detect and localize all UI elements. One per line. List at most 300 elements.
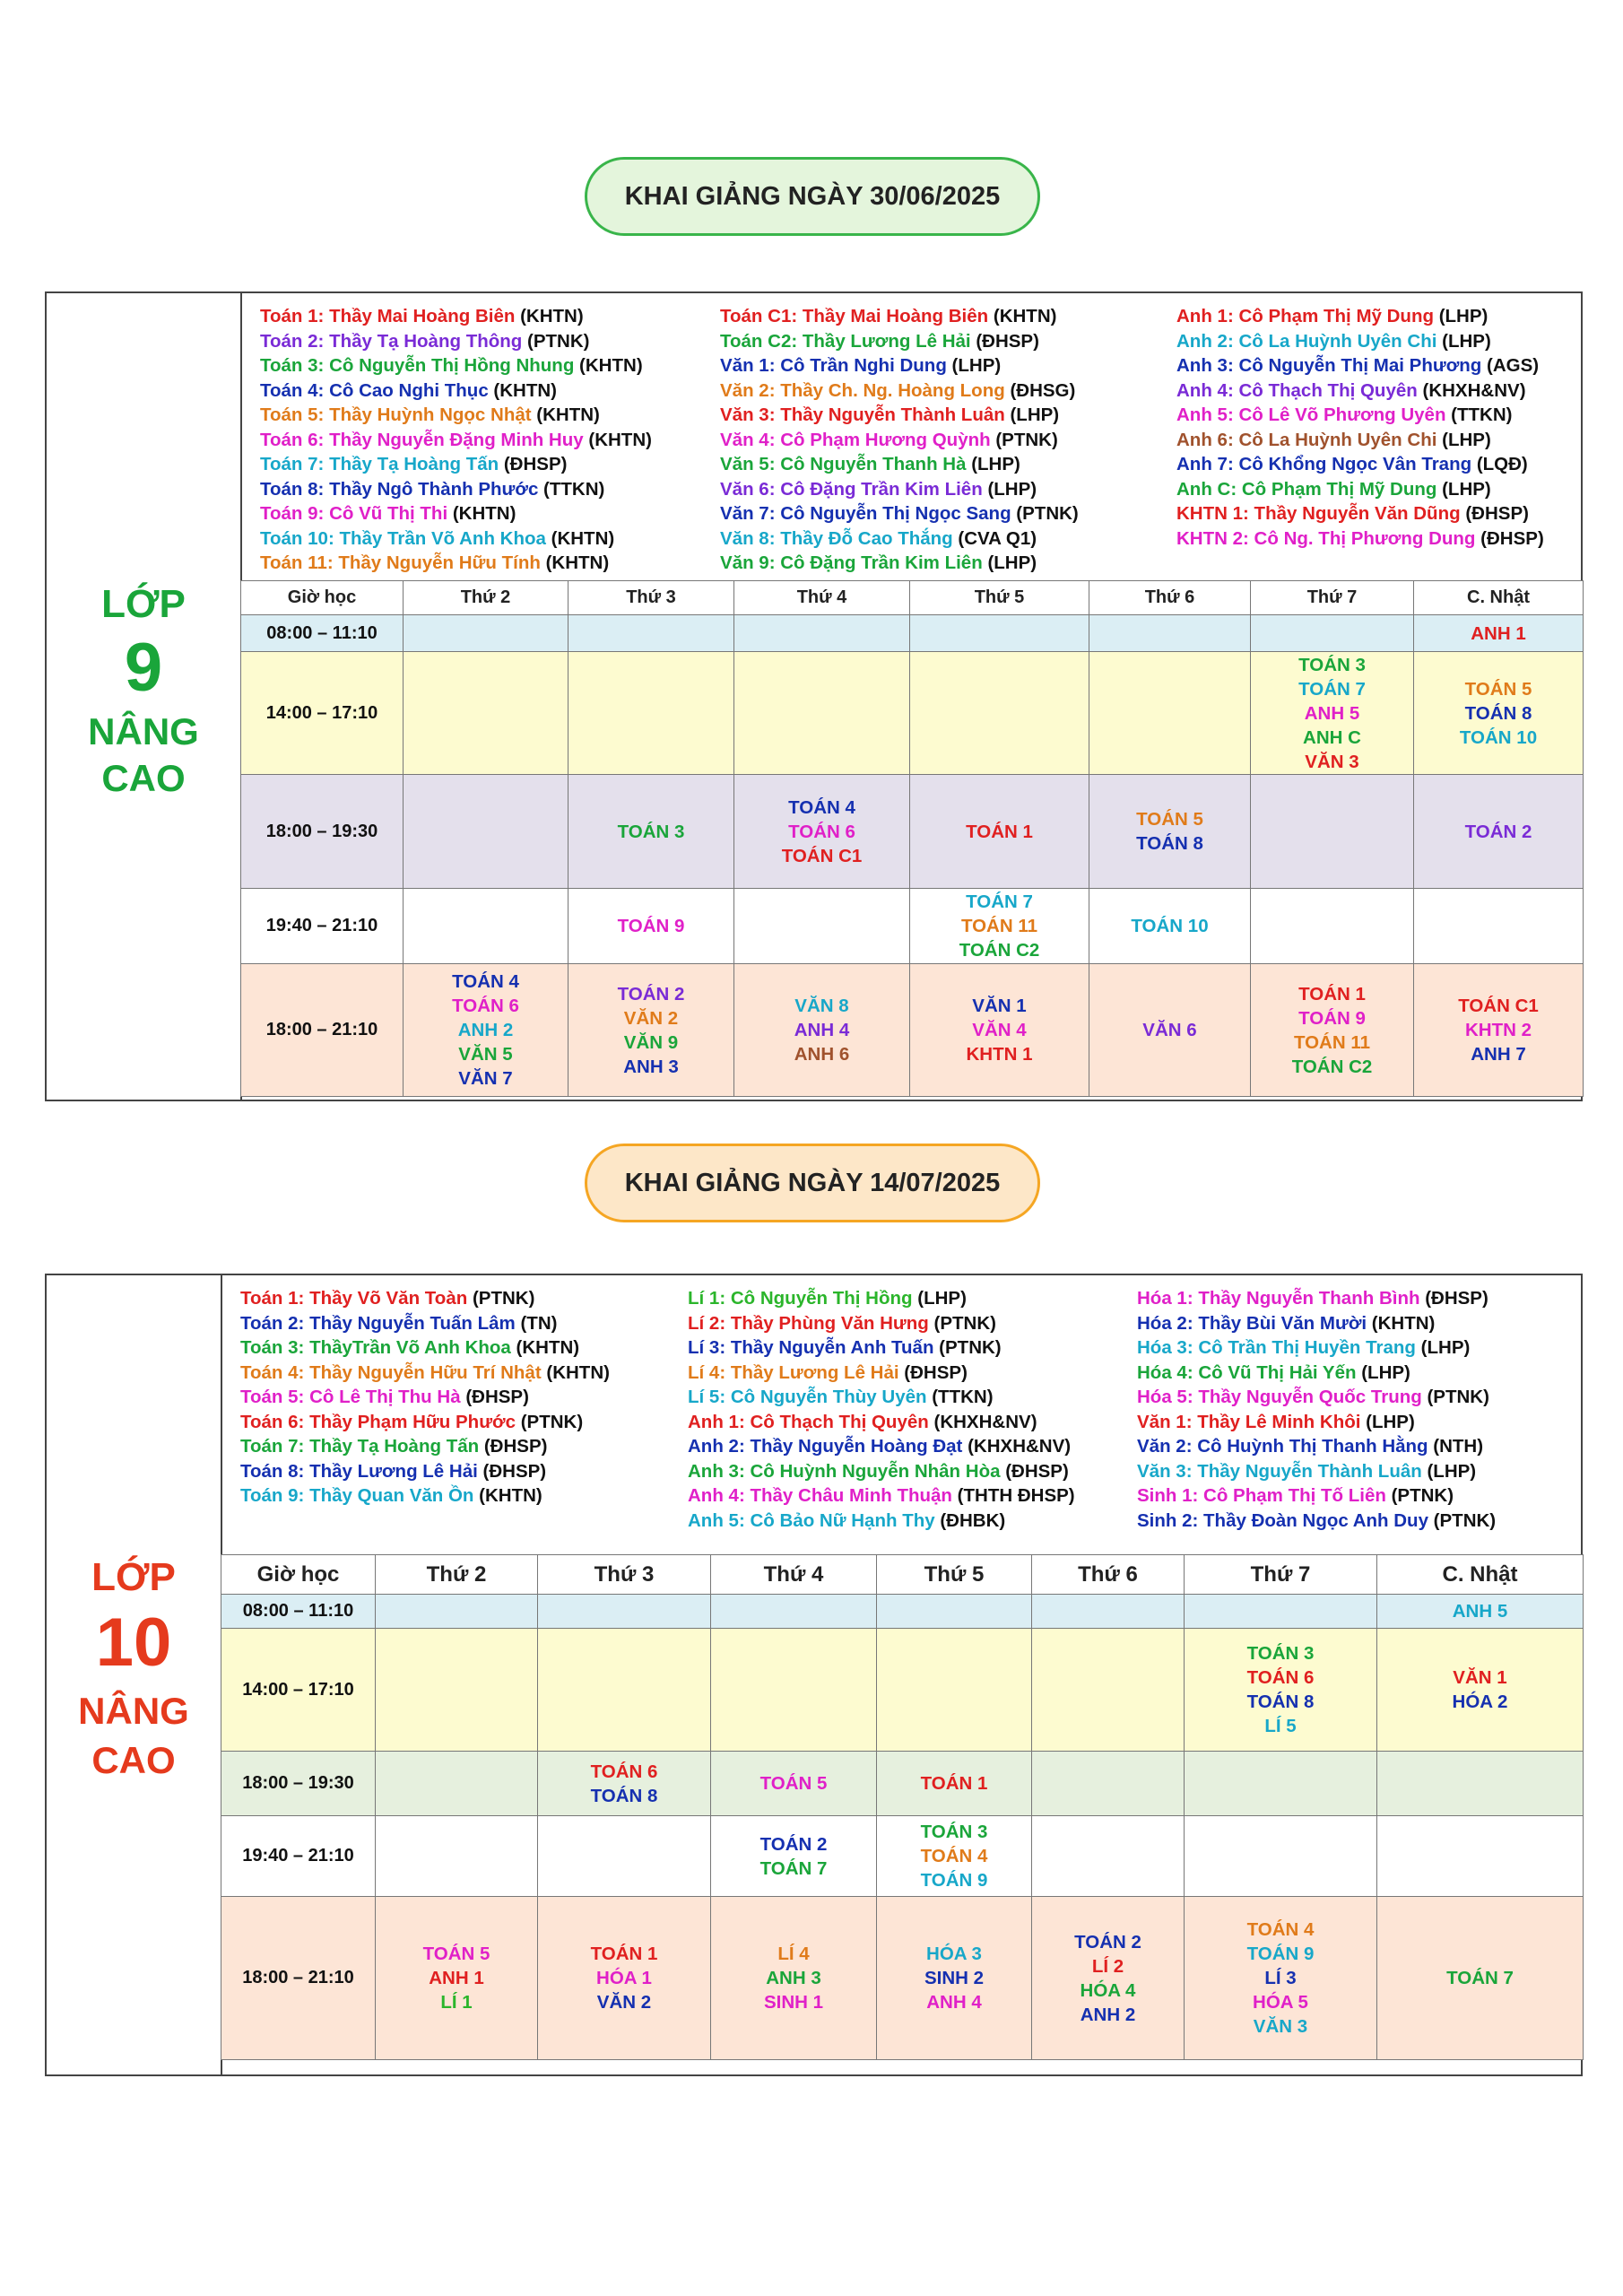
timetable-cell — [376, 1752, 538, 1816]
class-entry: ANH 3 — [766, 1968, 821, 1988]
timetable-cell — [711, 1816, 877, 1897]
teacher-name: Toán C1: Thầy Mai Hoàng Biên — [720, 306, 989, 326]
class-entry: ANH 6 — [794, 1044, 850, 1065]
teacher-entry — [260, 452, 652, 477]
class-entry: ANH 7 — [1471, 1044, 1526, 1065]
grade-label-number: 9 — [124, 630, 163, 706]
teacher-name: Toán 3: Cô Nguyễn Thị Hồng Nhung — [260, 355, 575, 376]
teacher-school: (LHP) — [1356, 1361, 1410, 1383]
teacher-school: (TTKN) — [1445, 404, 1513, 425]
class-entry: TOÁN 1 — [590, 1944, 658, 1964]
teacher-entry — [720, 304, 1079, 329]
class-entry: HÓA 3 — [926, 1944, 982, 1964]
teacher-name: Toán 1: Thầy Mai Hoàng Biên — [260, 306, 516, 326]
timetable-cell — [376, 1897, 538, 2060]
column-header: Thứ 7 — [1185, 1555, 1377, 1595]
teacher-name: Toán 6: Thầy Phạm Hữu Phước — [240, 1411, 516, 1432]
teacher-name: Toán 8: Thầy Ngô Thành Phước — [260, 478, 539, 500]
timetable-cell — [404, 964, 568, 1097]
time-slot: 14:00 – 17:10 — [241, 652, 404, 775]
timetable-cell — [404, 889, 568, 964]
teacher-entry — [1137, 1385, 1496, 1410]
timetable-cell — [877, 1752, 1032, 1816]
teacher-entry — [240, 1459, 610, 1484]
column-header: Thứ 3 — [568, 581, 734, 615]
teacher-school: (KHXH&NV) — [962, 1436, 1072, 1457]
timetable-cell — [734, 615, 910, 652]
class-entry: TOÁN 1 — [966, 821, 1033, 842]
class-entry: TOÁN 5 — [422, 1944, 490, 1964]
timetable-cell — [734, 889, 910, 964]
teacher-name: Lí 1: Cô Nguyễn Thị Hồng — [688, 1288, 913, 1309]
timetable-cell — [1414, 652, 1584, 775]
class-entry: TOÁN 2 — [1074, 1931, 1141, 1952]
grade-label-lop: LỚP — [101, 582, 186, 626]
column-header: Thứ 5 — [910, 581, 1089, 615]
grade-label-number: 10 — [95, 1605, 172, 1681]
timetable-cell — [538, 1816, 711, 1897]
timetable-cell — [1032, 1595, 1185, 1629]
class-entry: TOÁN C2 — [959, 940, 1040, 961]
grade-label-nang: NÂNG — [78, 1690, 189, 1732]
timetable-cell — [1032, 1897, 1185, 2060]
grade-9-timetable — [240, 580, 1584, 1097]
class-entry: VĂN 3 — [1253, 2016, 1308, 2037]
timetable-cell — [538, 1595, 711, 1629]
teacher-entry — [688, 1459, 1075, 1484]
teacher-column — [1176, 304, 1544, 551]
timetable-cell — [1251, 775, 1414, 889]
teacher-name: Toán 2: Thầy Nguyễn Tuấn Lâm — [240, 1312, 516, 1334]
timetable-cell — [1089, 964, 1251, 1097]
timetable-row — [241, 652, 1584, 775]
class-entry: TOÁN 2 — [759, 1833, 828, 1855]
class-entry: LÍ 2 — [1091, 1955, 1124, 1977]
class-entry: VĂN 9 — [623, 1031, 679, 1053]
timetable-cell — [1089, 889, 1251, 964]
timetable-cell — [538, 1897, 711, 2060]
teacher-entry — [1137, 1410, 1496, 1435]
timetable-cell — [1251, 615, 1414, 652]
class-entry: TOÁN C1 — [1458, 996, 1539, 1016]
timetable-cell — [1377, 1897, 1584, 2060]
class-entry: VĂN 2 — [623, 1007, 679, 1029]
teacher-entry — [260, 501, 652, 526]
class-entry: LÍ 5 — [1264, 1716, 1297, 1736]
time-slot: 18:00 – 19:30 — [241, 775, 404, 889]
teacher-entry — [1176, 526, 1544, 552]
teacher-name: Văn 7: Cô Nguyễn Thị Ngọc Sang — [720, 503, 1011, 524]
timetable-cell — [1185, 1897, 1377, 2060]
timetable-row — [241, 615, 1584, 652]
teacher-entry — [240, 1483, 610, 1509]
class-entry: TOÁN 4 — [452, 971, 519, 992]
timetable-cell — [734, 964, 910, 1097]
timetable-cell — [1032, 1752, 1185, 1816]
timetable-cell — [1251, 652, 1414, 775]
class-entry: HÓA 2 — [1452, 1692, 1508, 1712]
class-entry: TOÁN 8 — [1136, 833, 1203, 854]
class-entry: VĂN 1 — [972, 996, 1027, 1016]
teacher-name: Toán 4: Cô Cao Nghi Thục — [260, 379, 489, 401]
class-entry: TOÁN 4 — [788, 796, 855, 818]
timetable-cell — [910, 652, 1089, 775]
timetable-cell — [1089, 615, 1251, 652]
teacher-school: (LHP) — [1360, 1411, 1415, 1432]
teacher-name: Anh 2: Cô La Huỳnh Uyên Chi — [1176, 330, 1437, 352]
teacher-name: Toán 2: Thầy Tạ Hoàng Thông — [260, 330, 523, 352]
class-entry: TOÁN C2 — [1291, 1056, 1373, 1077]
teacher-name: Văn 4: Cô Phạm Hương Quỳnh — [720, 429, 991, 450]
class-entry: HÓA 4 — [1080, 1979, 1136, 2001]
teacher-school: (KHTN) — [583, 429, 652, 450]
class-entry: TOÁN 1 — [920, 1773, 988, 1794]
teacher-entry — [260, 353, 652, 378]
teacher-school: (PTNK) — [467, 1288, 535, 1309]
time-slot: 19:40 – 21:10 — [241, 889, 404, 964]
teacher-name: Toán 5: Cô Lê Thị Thu Hà — [240, 1387, 461, 1407]
teacher-school: (KHTN) — [531, 404, 600, 425]
timetable-cell — [568, 964, 734, 1097]
class-entry: TOÁN 7 — [1298, 678, 1366, 700]
teacher-column — [688, 1286, 1075, 1533]
time-slot: 14:00 – 17:10 — [221, 1629, 376, 1752]
teacher-school: (PTNK) — [933, 1337, 1002, 1358]
timetable-cell — [910, 775, 1089, 889]
time-slot: 18:00 – 21:10 — [241, 964, 404, 1097]
teacher-name: Hóa 2: Thầy Bùi Văn Mười — [1137, 1312, 1367, 1334]
teacher-entry — [720, 428, 1079, 453]
timetable-cell — [1251, 964, 1414, 1097]
timetable-cell — [1414, 775, 1584, 889]
timetable-cell — [404, 652, 568, 775]
teacher-name: Lí 5: Cô Nguyễn Thùy Uyên — [688, 1387, 927, 1407]
teacher-school: (ĐHSP) — [970, 330, 1039, 352]
teacher-school: (LHP) — [1004, 404, 1060, 425]
opening-date-banner-2: KHAI GIẢNG NGÀY 14/07/2025 — [585, 1144, 1040, 1222]
teacher-name: Anh 1: Cô Phạm Thị Mỹ Dung — [1176, 306, 1434, 326]
class-entry: HÓA 1 — [596, 1968, 652, 1988]
teacher-entry — [1137, 1361, 1496, 1386]
column-header: C. Nhật — [1414, 581, 1584, 615]
teacher-entry — [260, 477, 652, 502]
class-entry: TOÁN 5 — [759, 1773, 828, 1794]
class-entry: VĂN 1 — [1453, 1667, 1507, 1688]
teacher-school: (CVA Q1) — [952, 527, 1037, 549]
teacher-name: Văn 8: Thầy Đỗ Cao Thắng — [720, 527, 953, 549]
teacher-school: (ĐHSP) — [1000, 1460, 1069, 1482]
timetable-row — [221, 1897, 1584, 2060]
teacher-name: Anh 1: Cô Thạch Thị Quyên — [688, 1411, 929, 1432]
teacher-school: (LHP) — [912, 1288, 967, 1309]
class-entry: ANH 2 — [457, 1020, 514, 1040]
column-header: Thứ 4 — [711, 1555, 877, 1595]
class-entry: TOÁN 4 — [1246, 1919, 1315, 1940]
timetable-cell — [877, 1897, 1032, 2060]
column-header: C. Nhật — [1377, 1555, 1584, 1595]
teacher-column — [720, 304, 1079, 576]
teacher-entry — [1137, 1286, 1496, 1311]
teacher-entry — [260, 526, 652, 552]
timetable-cell — [711, 1629, 877, 1752]
grade-10-timetable — [221, 1554, 1584, 2060]
class-entry: ANH 2 — [1080, 2004, 1136, 2025]
class-entry: ANH 4 — [794, 1020, 850, 1040]
class-entry: TOÁN 7 — [1446, 1968, 1514, 1988]
teacher-entry — [688, 1361, 1075, 1386]
teacher-name: Toán 1: Thầy Võ Văn Toàn — [240, 1288, 468, 1309]
timetable-cell — [376, 1816, 538, 1897]
teacher-entry — [1176, 378, 1544, 404]
teacher-column — [1137, 1286, 1496, 1533]
class-entry: TOÁN 6 — [590, 1761, 658, 1782]
teacher-name: Văn 5: Cô Nguyễn Thanh Hà — [720, 454, 967, 474]
teacher-entry — [240, 1311, 610, 1336]
column-header: Thứ 6 — [1089, 581, 1251, 615]
teacher-entry — [688, 1509, 1075, 1534]
teacher-school: (KHTN) — [988, 306, 1057, 326]
teacher-name: Hóa 4: Cô Vũ Thị Hải Yến — [1137, 1361, 1357, 1383]
teacher-name: Toán 11: Thầy Nguyễn Hữu Tính — [260, 552, 541, 573]
timetable-cell — [734, 775, 910, 889]
class-entry: TOÁN 3 — [1246, 1643, 1315, 1664]
class-entry: TOÁN 6 — [788, 821, 855, 842]
teacher-name: Toán 6: Thầy Nguyễn Đặng Minh Huy — [260, 429, 584, 450]
class-entry: KHTN 1 — [966, 1044, 1033, 1065]
class-entry: TOÁN 3 — [1298, 654, 1366, 675]
class-entry: TOÁN 9 — [617, 916, 685, 936]
teacher-entry — [1176, 353, 1544, 378]
class-entry: ANH C — [1303, 726, 1361, 748]
class-entry: TOÁN 4 — [920, 1846, 988, 1866]
teacher-school: (PTNK) — [1428, 1509, 1497, 1531]
timetable-cell — [376, 1595, 538, 1629]
timetable-cell — [404, 615, 568, 652]
teacher-school: (LHP) — [1415, 1337, 1471, 1358]
class-entry: TOÁN 2 — [1464, 821, 1532, 842]
timetable-cell — [568, 652, 734, 775]
teacher-school: (LHP) — [1421, 1460, 1477, 1482]
column-header: Thứ 3 — [538, 1555, 711, 1595]
teacher-column — [260, 304, 652, 576]
teacher-entry — [1176, 477, 1544, 502]
class-entry: SINH 2 — [924, 1968, 985, 1988]
class-entry: TOÁN 2 — [617, 983, 685, 1004]
class-entry: SINH 1 — [763, 1992, 824, 2013]
timetable-cell — [538, 1752, 711, 1816]
teacher-school: (ĐHSP) — [460, 1387, 529, 1407]
teacher-school: (LHP) — [946, 355, 1002, 376]
teacher-name: Văn 3: Thầy Nguyễn Thành Luân — [1137, 1460, 1422, 1482]
teacher-name: Toán 7: Thầy Tạ Hoàng Tấn — [240, 1436, 480, 1457]
teacher-entry — [720, 501, 1079, 526]
timetable-cell — [538, 1629, 711, 1752]
class-entry: ANH 1 — [429, 1968, 484, 1988]
class-entry: ANH 3 — [623, 1056, 679, 1077]
grade-9-section — [45, 291, 1583, 1101]
teacher-school: (KHTN) — [510, 1337, 580, 1358]
timetable-cell — [1377, 1595, 1584, 1629]
timetable-cell — [1377, 1752, 1584, 1816]
teacher-entry — [240, 1434, 610, 1459]
teacher-name: Toán C2: Thầy Lương Lê Hải — [720, 330, 971, 352]
teacher-entry — [1137, 1335, 1496, 1361]
teacher-school: (LHP) — [1436, 429, 1491, 450]
timetable-row — [221, 1629, 1584, 1752]
class-entry: TOÁN 8 — [1246, 1692, 1315, 1712]
teacher-name: Toán 9: Cô Vũ Thị Thi — [260, 503, 448, 524]
teacher-name: Toán 9: Thầy Quan Văn Ồn — [240, 1485, 474, 1506]
class-entry: VĂN 5 — [458, 1044, 513, 1065]
class-entry: VĂN 6 — [1142, 1020, 1197, 1040]
teacher-school: (LHP) — [966, 454, 1020, 474]
class-entry: VĂN 8 — [794, 996, 849, 1016]
teacher-name: Văn 9: Cô Đặng Trần Kim Liên — [720, 552, 983, 573]
class-entry: VĂN 3 — [1305, 751, 1359, 772]
opening-date-banner-1: KHAI GIẢNG NGÀY 30/06/2025 — [585, 157, 1040, 236]
timetable-cell — [734, 652, 910, 775]
teacher-school: (KHTN) — [541, 1361, 610, 1383]
class-entry: LÍ 4 — [777, 1944, 810, 1964]
teacher-name: Toán 7: Thầy Tạ Hoàng Tấn — [260, 454, 499, 474]
timetable-cell — [1251, 889, 1414, 964]
column-header: Thứ 7 — [1251, 581, 1414, 615]
teacher-entry — [260, 403, 652, 428]
teacher-name: Văn 2: Cô Huỳnh Thị Thanh Hằng — [1137, 1436, 1428, 1457]
class-entry: TOÁN 6 — [1246, 1667, 1315, 1688]
column-header: Giờ học — [221, 1555, 376, 1595]
teacher-school: (KHTN) — [515, 306, 584, 326]
timetable-row — [221, 1816, 1584, 1897]
teacher-school: (PTNK) — [516, 1411, 584, 1432]
teacher-entry — [720, 526, 1079, 552]
class-entry: TOÁN 7 — [966, 891, 1033, 912]
teacher-entry — [260, 329, 652, 354]
teacher-name: Anh 4: Thầy Châu Minh Thuận — [688, 1485, 952, 1506]
teacher-entry — [240, 1410, 610, 1435]
timetable-cell — [1089, 775, 1251, 889]
class-entry: TOÁN 8 — [1464, 702, 1532, 724]
teacher-school: (ĐHSP) — [1475, 527, 1544, 549]
class-entry: TOÁN 5 — [1136, 809, 1203, 830]
class-entry: LÍ 3 — [1264, 1968, 1297, 1988]
class-entry: TOÁN C1 — [781, 845, 863, 866]
timetable-row — [241, 889, 1584, 964]
timetable-cell — [1032, 1816, 1185, 1897]
class-entry: TOÁN 6 — [452, 996, 519, 1016]
teacher-school: (PTNK) — [1421, 1387, 1489, 1407]
teacher-school: (TTKN) — [926, 1387, 994, 1407]
grade-label-cao: CAO — [101, 757, 186, 799]
timetable-cell — [711, 1752, 877, 1816]
teacher-name: Hóa 1: Thầy Nguyễn Thanh Bình — [1137, 1288, 1420, 1309]
teacher-school: (LQĐ) — [1471, 454, 1528, 474]
column-header: Thứ 2 — [376, 1555, 538, 1595]
teacher-school: (ĐHSP) — [1460, 503, 1529, 524]
teacher-entry — [240, 1335, 610, 1361]
teacher-name: Hóa 3: Cô Trần Thị Huyền Trang — [1137, 1337, 1416, 1358]
teacher-entry — [720, 378, 1079, 404]
teacher-school: (ĐHSP) — [499, 454, 568, 474]
teacher-entry — [688, 1483, 1075, 1509]
teacher-name: Văn 3: Thầy Nguyễn Thành Luân — [720, 404, 1005, 425]
teacher-school: (PTNK) — [990, 429, 1058, 450]
teacher-entry — [1176, 428, 1544, 453]
teacher-name: Sinh 2: Thầy Đoàn Ngọc Anh Duy — [1137, 1509, 1428, 1531]
timetable-cell — [1377, 1629, 1584, 1752]
teacher-name: Sinh 1: Cô Phạm Thị Tố Liên — [1137, 1485, 1386, 1506]
timetable-cell — [877, 1629, 1032, 1752]
teacher-name: Anh 2: Thầy Nguyễn Hoàng Đạt — [688, 1436, 963, 1457]
grade-10-section — [45, 1274, 1583, 2076]
teacher-school: (LHP) — [1434, 306, 1488, 326]
class-entry: TOÁN 10 — [1131, 916, 1209, 936]
class-entry: TOÁN 9 — [1246, 1944, 1315, 1964]
class-entry: TOÁN 10 — [1459, 726, 1538, 748]
timetable-cell — [711, 1897, 877, 2060]
teacher-entry — [1137, 1509, 1496, 1534]
teacher-school: (KHTN) — [473, 1485, 542, 1506]
teacher-entry — [1176, 501, 1544, 526]
timetable-row — [241, 775, 1584, 889]
class-entry: HÓA 5 — [1253, 1992, 1308, 2013]
teacher-name: Toán 10: Thầy Trần Võ Anh Khoa — [260, 527, 546, 549]
grade-label-lop: LỚP — [91, 1555, 176, 1599]
teacher-entry — [720, 403, 1079, 428]
time-slot: 08:00 – 11:10 — [221, 1595, 376, 1629]
teacher-school: (LHP) — [982, 552, 1037, 573]
teacher-school: (LHP) — [1436, 330, 1491, 352]
teacher-school: (PTNK) — [522, 330, 590, 352]
teacher-entry — [1176, 403, 1544, 428]
teacher-entry — [260, 428, 652, 453]
teacher-name: Anh 7: Cô Khổng Ngọc Vân Trang — [1176, 454, 1472, 474]
time-slot: 19:40 – 21:10 — [221, 1816, 376, 1897]
teacher-entry — [688, 1410, 1075, 1435]
teacher-entry — [720, 353, 1079, 378]
teacher-school: (KHTN) — [447, 503, 516, 524]
class-entry: LÍ 1 — [440, 1992, 473, 2013]
class-entry: VĂN 4 — [972, 1020, 1027, 1040]
teacher-name: Lí 2: Thầy Phùng Văn Hưng — [688, 1312, 929, 1334]
class-entry: ANH 4 — [926, 1992, 982, 2013]
timetable-cell — [568, 615, 734, 652]
teacher-name: KHTN 1: Thầy Nguyễn Văn Dũng — [1176, 503, 1461, 524]
grade-label-nang: NÂNG — [88, 710, 199, 752]
teacher-school: (PTNK) — [928, 1312, 996, 1334]
class-entry: ANH 5 — [1304, 702, 1360, 724]
teacher-entry — [1176, 329, 1544, 354]
timetable-row — [241, 964, 1584, 1097]
teacher-name: Văn 1: Thầy Lê Minh Khôi — [1137, 1411, 1361, 1432]
teacher-entry — [260, 378, 652, 404]
teacher-school: (ĐHSP) — [1419, 1288, 1488, 1309]
grade-label-cao: CAO — [91, 1739, 176, 1781]
timetable-cell — [1089, 652, 1251, 775]
column-header: Thứ 6 — [1032, 1555, 1185, 1595]
class-entry: TOÁN 1 — [1298, 983, 1366, 1004]
teacher-entry — [1176, 304, 1544, 329]
column-header: Giờ học — [241, 581, 404, 615]
class-entry: TOÁN 8 — [590, 1785, 658, 1806]
timetable-cell — [1414, 615, 1584, 652]
teacher-school: (KHTN) — [545, 527, 615, 549]
timetable-row — [221, 1752, 1584, 1816]
teacher-school: (TN) — [515, 1312, 558, 1334]
teacher-school: (AGS) — [1481, 355, 1540, 376]
teacher-school: (THTH ĐHSP) — [951, 1485, 1075, 1506]
teacher-entry — [720, 452, 1079, 477]
